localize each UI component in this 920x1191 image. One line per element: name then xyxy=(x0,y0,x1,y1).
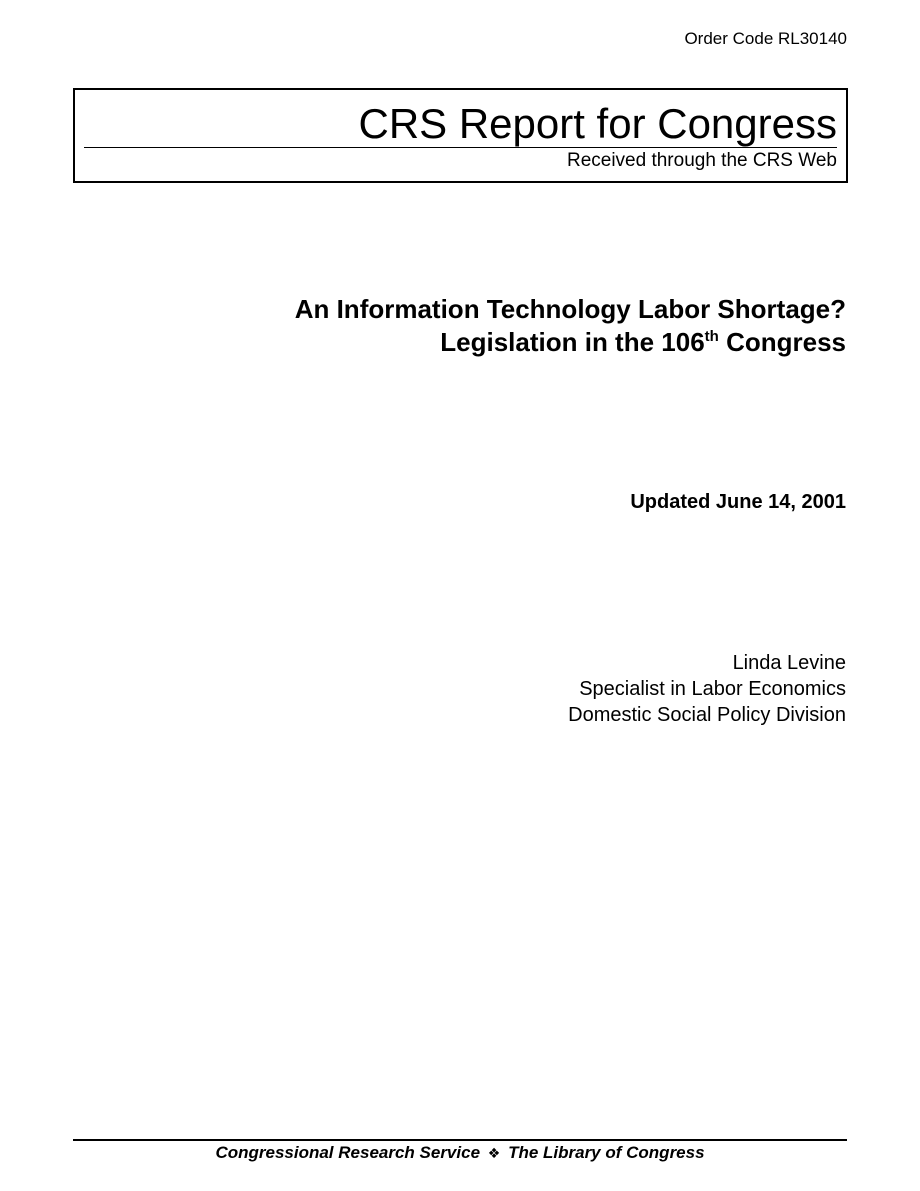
footer xyxy=(73,1143,847,1164)
footer-library: The Library of Congress xyxy=(508,1143,705,1162)
footer-divider xyxy=(73,1139,847,1141)
author-position: Specialist in Labor Economics xyxy=(579,678,846,700)
updated-date: Updated June 14, 2001 xyxy=(630,491,846,513)
document-title-ordinal-suffix: th xyxy=(704,328,719,345)
author-name: Linda Levine xyxy=(732,652,846,674)
header-divider xyxy=(84,147,837,148)
document-title-line-1: An Information Technology Labor Shortage? xyxy=(294,294,846,324)
author-division: Domestic Social Policy Division xyxy=(568,704,846,726)
diamond-separator-icon: ❖ xyxy=(487,1146,501,1162)
document-title-line-2-prefix: Legislation in the 106 xyxy=(440,327,705,357)
report-header-box xyxy=(73,88,848,183)
footer-organization: Congressional Research Service xyxy=(215,1143,481,1162)
report-series-title: CRS Report for Congress xyxy=(358,100,837,147)
report-series-subtitle: Received through the CRS Web xyxy=(566,150,837,171)
document-title xyxy=(146,293,846,359)
author-block xyxy=(568,650,846,728)
document-title-line-2 xyxy=(146,326,846,359)
order-code: Order Code RL30140 xyxy=(684,29,847,48)
document-title-line-2-suffix: Congress xyxy=(718,327,846,357)
